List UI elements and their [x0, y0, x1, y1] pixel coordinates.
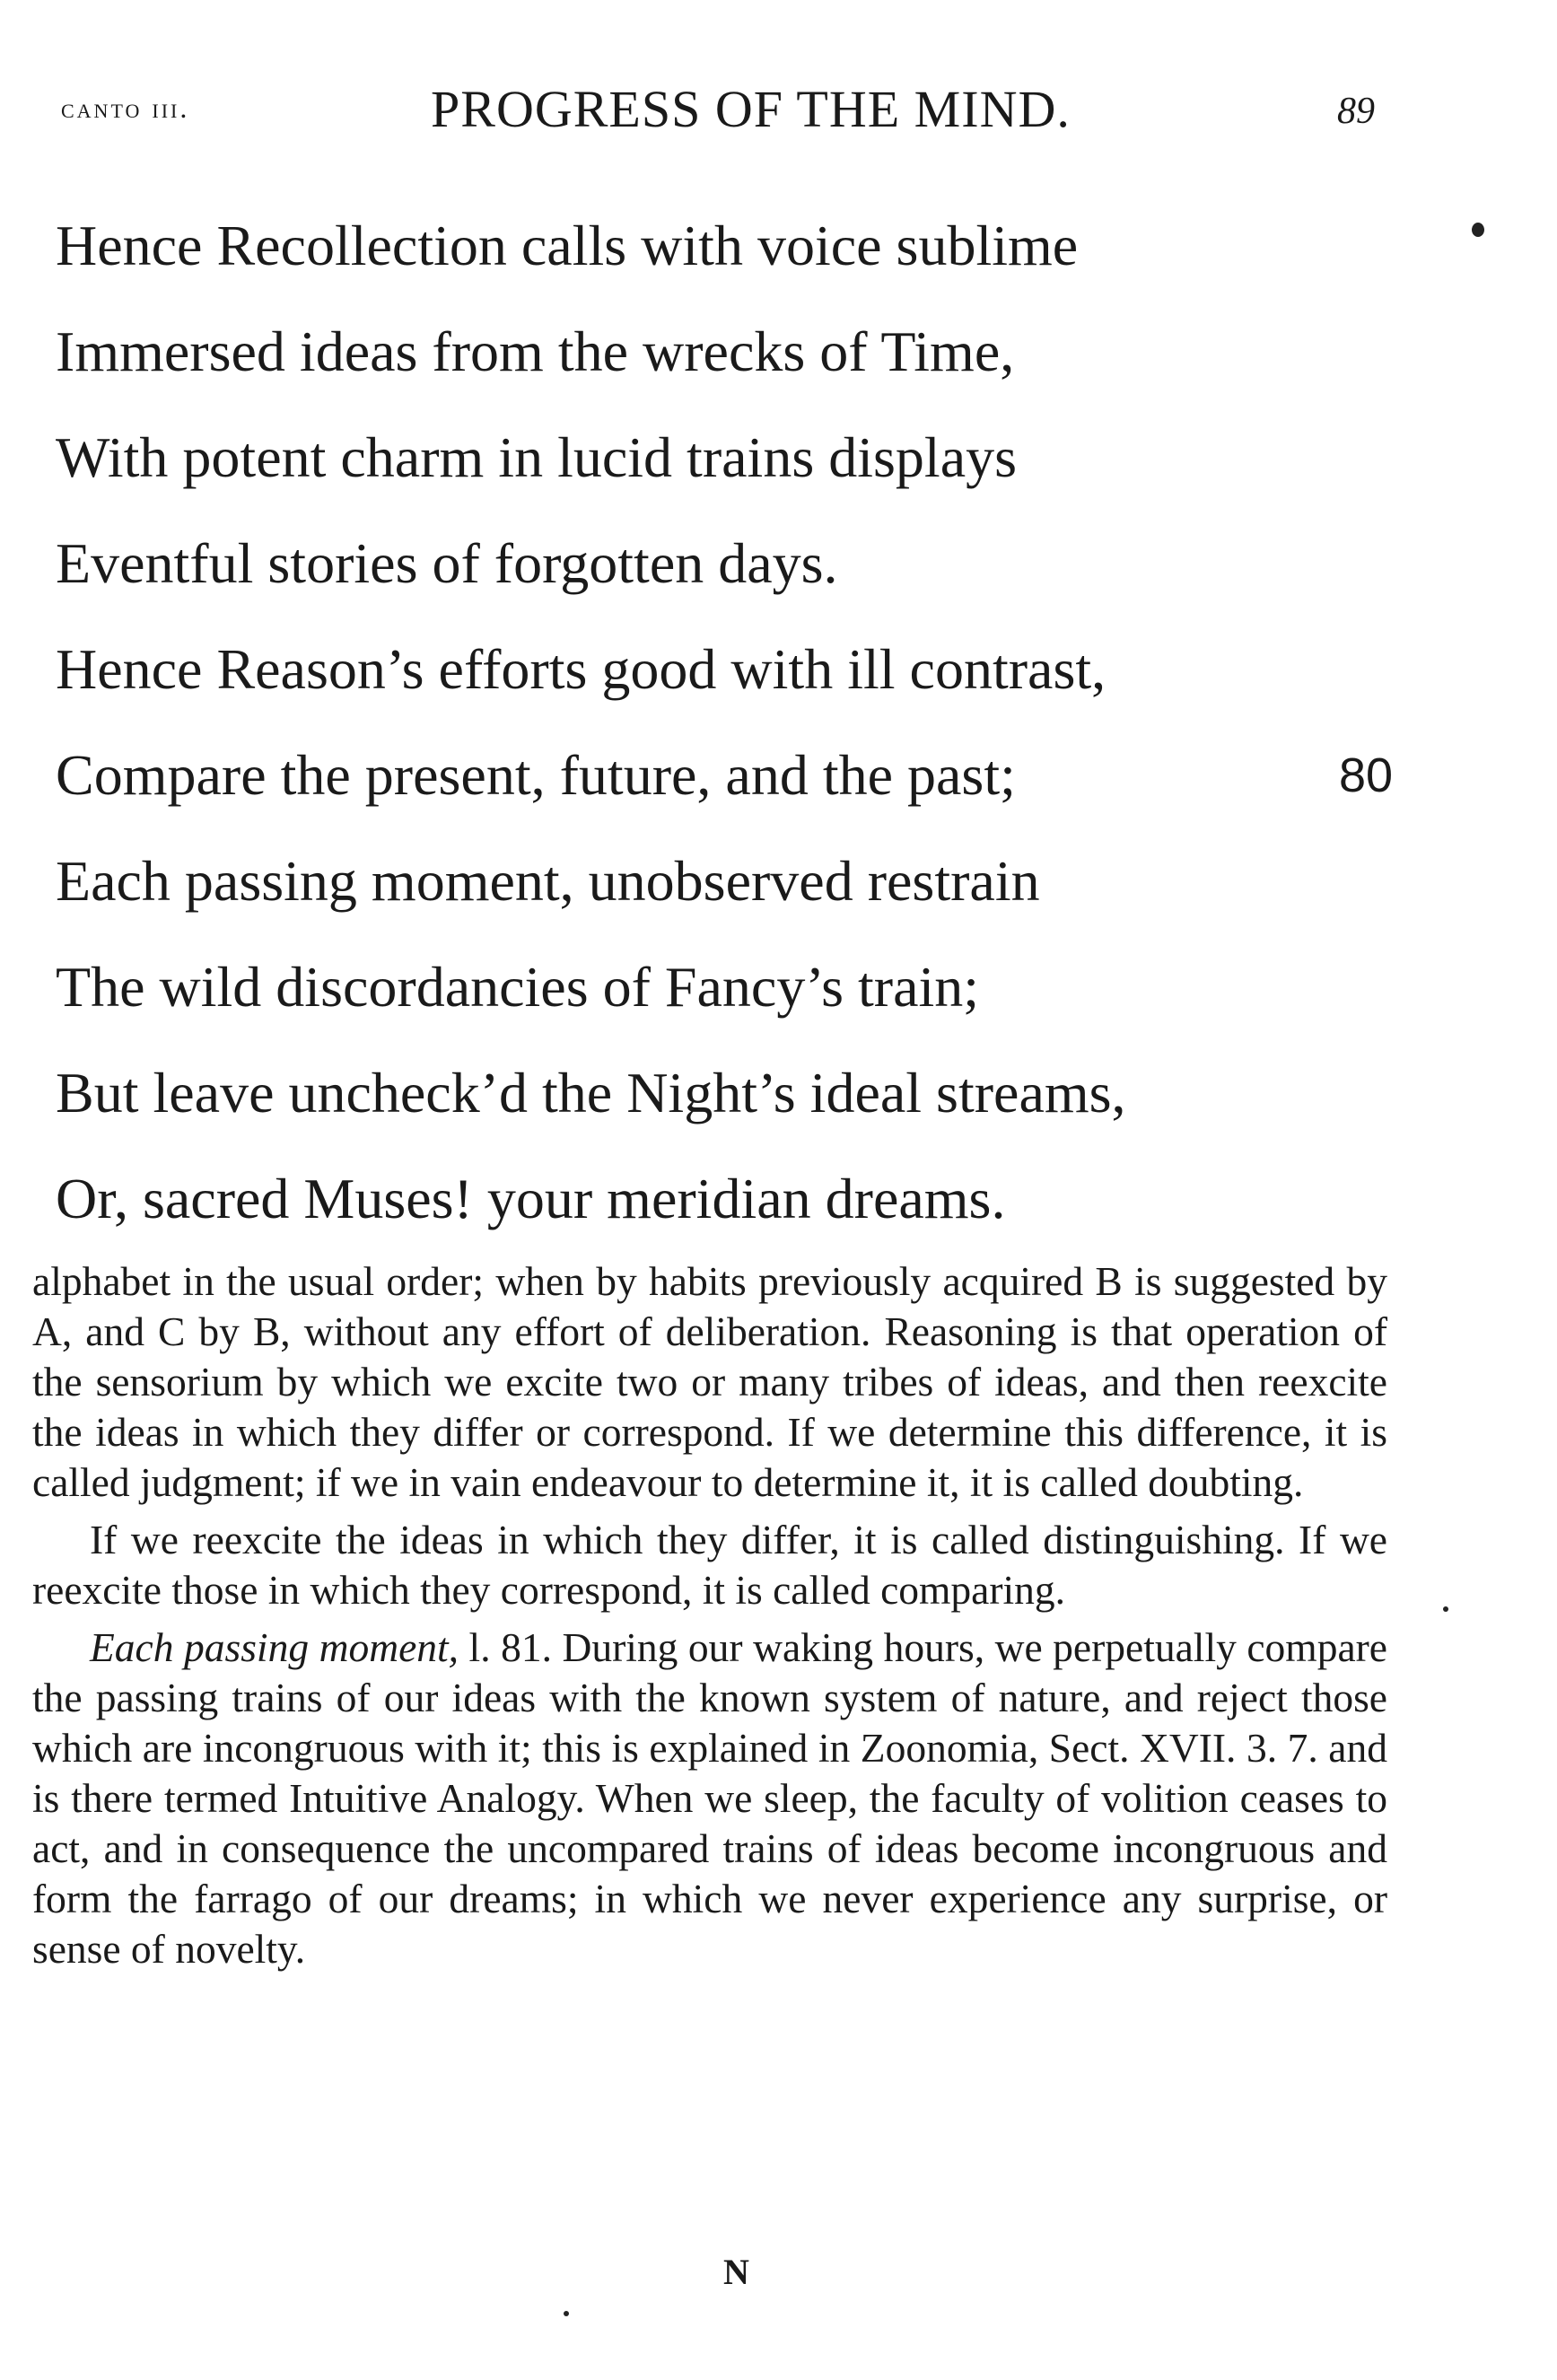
canto-label: canto iii.: [61, 92, 190, 124]
footnotes: [32, 1256, 1387, 1982]
note-paragraph-3-text: l. 81. During our waking hours, we perpetually compare the passing trains of our ideas with the known system of nature, and reject those which are incongruous with it; this is explained in Zoonomia, Sect. XVII. 3. 7. and is there termed Intuitive Analogy. When we sleep, the faculty of volition ceases to act, and in consequence the uncompared trains of ideas become incongruous and form the farrago of our dreams; in which we never experience any surprise, or sense of novelty.: [32, 1624, 1387, 1972]
signature-mark: N: [723, 2252, 749, 2292]
verse-line-8: The wild discordancies of Fancy’s train;: [56, 955, 980, 1019]
ink-speck: [1472, 223, 1484, 237]
running-head: [0, 79, 1557, 142]
verse-line-3: With potent charm in lucid trains displays: [56, 425, 1017, 489]
ink-speck: [564, 2311, 569, 2316]
note-paragraph-3: [32, 1623, 1387, 1974]
verse-line-2: Immersed ideas from the wrecks of Time,: [56, 319, 1015, 383]
note-paragraph-2: If we reexcite the ideas in which they differ, it is called distinguishing. If we reexcite those in which they correspond, it is called comparing.: [32, 1517, 1387, 1613]
line-number: 80: [1339, 748, 1394, 802]
verse-line-7: Each passing moment, unobserved restrain: [56, 849, 1040, 913]
verse-line-9: But leave uncheck’d the Night’s ideal streams,: [56, 1061, 1126, 1124]
verse-line-5: Hence Reason’s efforts good with ill contrast,: [56, 637, 1107, 701]
verse-line-10: Or, sacred Muses! your meridian dreams.: [56, 1167, 1006, 1230]
verse-line-1: Hence Recollection calls with voice sublime: [56, 214, 1079, 277]
page-number: 89: [1337, 91, 1375, 132]
verse-line-6: [56, 722, 1491, 828]
ink-speck: [1443, 1606, 1448, 1612]
verse-block: [56, 193, 1491, 1252]
note-paragraph-1: alphabet in the usual order; when by habits previously acquired B is suggested by A, and C by B, without any effort of deliberation. Reasoning is that operation of the sensorium by which we excite two or many tribes of ideas, and then reexcite the ideas in which they differ or correspond. If we determine this difference, it is called judgment; if we in vain endeavour to determine it, it is called doubting.: [32, 1258, 1387, 1505]
note-lemma: Each passing moment,: [90, 1624, 459, 1670]
verse-line-6-text: Compare the present, future, and the past;: [56, 743, 1016, 807]
page-title: PROGRESS OF THE MIND.: [431, 80, 1071, 138]
verse-line-4: Eventful stories of forgotten days.: [56, 531, 838, 595]
